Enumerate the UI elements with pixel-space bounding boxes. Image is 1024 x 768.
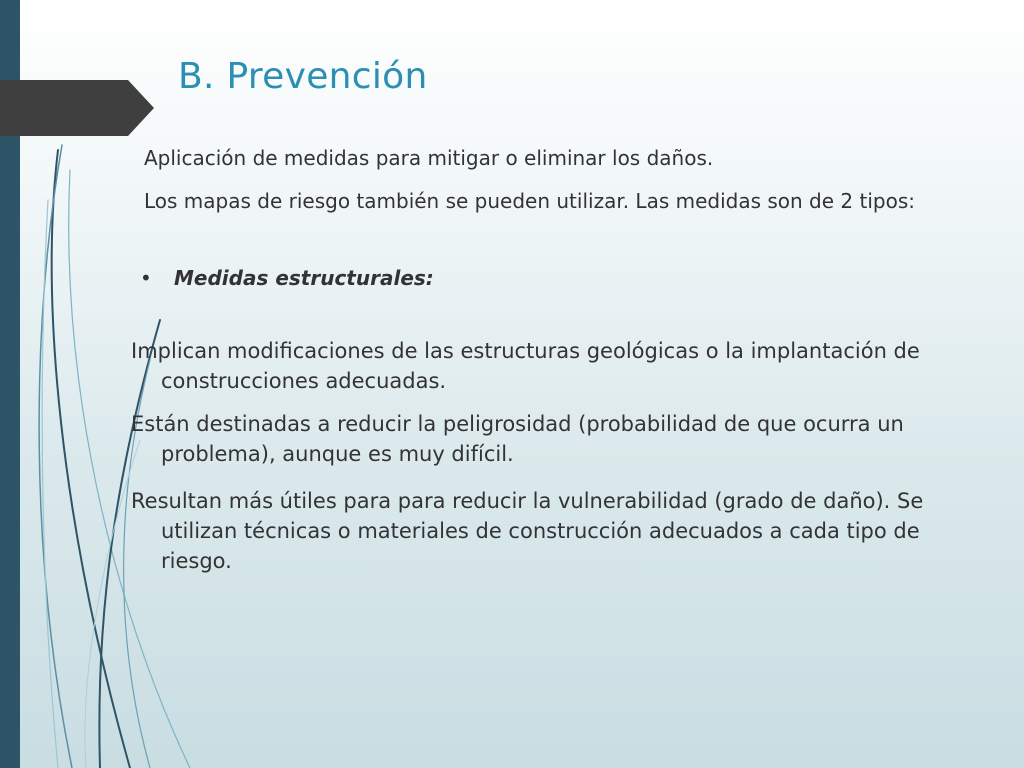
bullet-dot: • <box>140 266 152 290</box>
intro-paragraph: Aplicación de medidas para mitigar o eliminar los daños. <box>144 146 714 170</box>
slide-title: B. Prevención <box>178 56 428 98</box>
decor-curve-4 <box>42 200 58 768</box>
bullet-heading-text: Medidas estructurales: <box>174 266 434 290</box>
title-tab-shape <box>0 80 154 136</box>
body-paragraph-1: Implican modificaciones de las estructuras geológicas o la implantación de construcciones adecuadas. <box>131 339 920 393</box>
bullet-heading <box>140 263 840 293</box>
body-paragraph-3: Resultan más útiles para para reducir la vulnerabilidad (grado de daño). Se utilizan técnicas o materiales de construcción adecuados a cada tipo de riesgo. <box>131 489 924 573</box>
decor-curve-2 <box>39 145 72 768</box>
body-paragraph-2: Están destinadas a reducir la peligrosidad (probabilidad de que ocurra un problema), aunque es muy difícil. <box>131 412 904 466</box>
types-paragraph: Los mapas de riesgo también se pueden utilizar. Las medidas son de 2 tipos: <box>144 189 915 213</box>
